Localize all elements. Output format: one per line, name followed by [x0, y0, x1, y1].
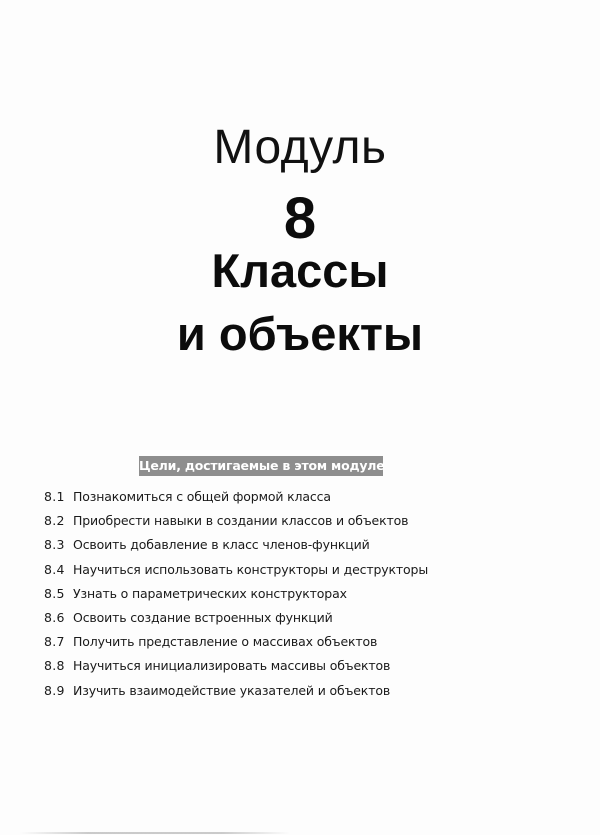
goal-number: 8.5 — [44, 585, 65, 601]
goal-text: Изучить взаимодействие указателей и объектов — [73, 682, 391, 698]
goal-text: Освоить добавление в класс членов-функций — [73, 537, 370, 553]
module-label: Модуль — [213, 121, 387, 174]
goal-number: 8.4 — [44, 561, 65, 577]
goal-number: 8.3 — [44, 537, 65, 553]
goals-section-header: Цели, достигаемые в этом модуле — [139, 456, 383, 476]
page-edge-shadow — [20, 832, 290, 834]
goal-item — [44, 632, 428, 656]
goal-text: Приобрести навыки в создании классов и объектов — [73, 513, 409, 529]
goal-item — [44, 511, 428, 535]
chapter-title-line-1: Классы — [211, 244, 389, 297]
goal-item — [44, 608, 428, 632]
goal-number: 8.1 — [44, 489, 65, 504]
goal-item — [44, 656, 428, 680]
goal-item — [44, 535, 428, 559]
module-number: 8 — [283, 186, 317, 251]
goals-list — [44, 487, 428, 705]
goal-text: Получить представление о массивах объектов — [73, 634, 378, 650]
goal-number: 8.8 — [44, 658, 65, 674]
goal-text: Узнать о параметрических конструкторах — [73, 585, 347, 601]
goal-number: 8.7 — [44, 634, 65, 650]
goal-text: Познакомиться с общей формой класса — [73, 489, 331, 504]
goal-number: 8.6 — [44, 609, 65, 625]
goal-item — [44, 681, 428, 705]
goal-text: Освоить создание встроенных функций — [73, 609, 333, 625]
chapter-title-line-2: и объекты — [176, 307, 424, 360]
goal-item — [44, 487, 428, 511]
goal-number: 8.9 — [44, 682, 65, 698]
goal-item — [44, 560, 428, 584]
goal-text: Научиться использовать конструкторы и деструкторы — [73, 561, 429, 577]
goal-text: Научиться инициализировать массивы объектов — [73, 658, 391, 674]
goal-item — [44, 584, 428, 608]
goal-number: 8.2 — [44, 513, 65, 529]
